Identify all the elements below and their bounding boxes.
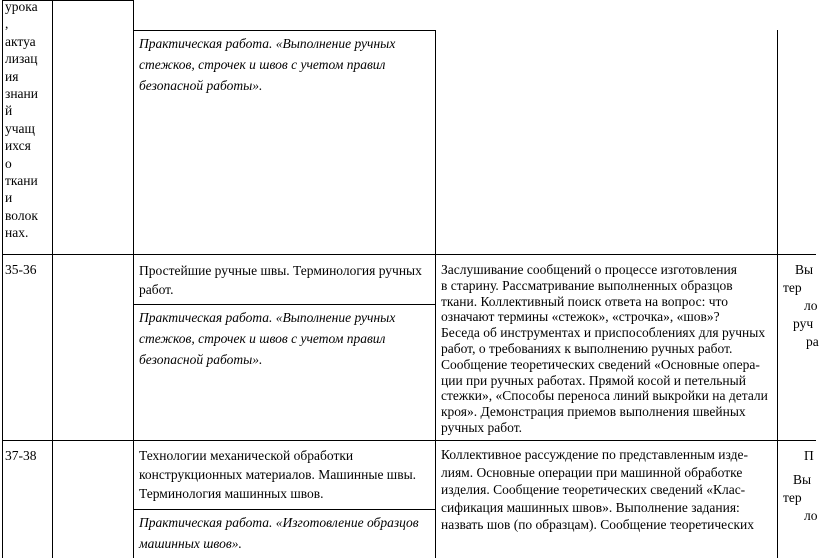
right-column-fragment-35: Вы тер ло руч ра — [783, 262, 819, 349]
topic-text-35: Простейшие ручные швы. Терминология ручных работ. — [139, 263, 422, 297]
row-divider-practical-3 — [133, 509, 435, 510]
topic-text-37: Технологии механической обработки конструкционных материалов. Машинные швы. Терминология машинных швов. — [139, 448, 417, 501]
lesson-number-37: 37-38 — [5, 448, 37, 463]
row-divider-practical-1 — [133, 30, 435, 31]
practical-work-text-35: Практическая работа. «Выполнение ручных стежков, строчек и швов с учетом правил безопасной работы». — [139, 310, 396, 367]
practical-work-text-1: Практическая работа. «Выполнение ручных стежков, строчек и швов с учетом правил безопасной работы». — [139, 36, 396, 93]
lesson-stage-text: урока , актуа лизац ия знани й учащ ихся о ткани и волок нах. — [5, 0, 38, 241]
col-divider-4 — [777, 30, 778, 558]
right-column-fragment-37: П Вы тер ло — [783, 448, 818, 523]
practical-work-text-37: Практическая работа. «Изготовление образцов машинных швов». — [139, 515, 419, 551]
col-divider-1 — [52, 0, 53, 558]
lesson-number-35: 35-36 — [5, 262, 37, 277]
table-border-left — [2, 0, 3, 558]
activity-text-35: Заслушивание сообщений о процессе изготовления в старину. Рассматривание выполненных образцов ткани. Коллективный поиск ответа на вопрос: что означают термины «стежок», «строчка», «шов»? Беседа об инструментах и приспособлениях для ручных работ, о требованиях к выполнению ручных работ. Сообщение теоретических сведений «Основные опера- ции при ручных работах. Прямой косой и петельный стежки», «Способы переноса линий выкройки на детали кроя». Демонстрация приемов выполнения швейных ручных работ. — [441, 262, 768, 435]
col-divider-3 — [435, 30, 436, 558]
activity-text-37: Коллективное рассуждение по представленным изде- лиям. Основные операции при машинной обработке изделия. Сообщение теоретических сведений «Клас- сификация машинных швов». Выполнение задания: назвать шов (по образцам). Сообщение теоретических — [441, 447, 754, 533]
row-divider-practical-2 — [133, 304, 435, 305]
col-divider-2 — [133, 0, 134, 558]
row-divider-35 — [2, 254, 816, 255]
row-divider-37 — [2, 440, 816, 441]
